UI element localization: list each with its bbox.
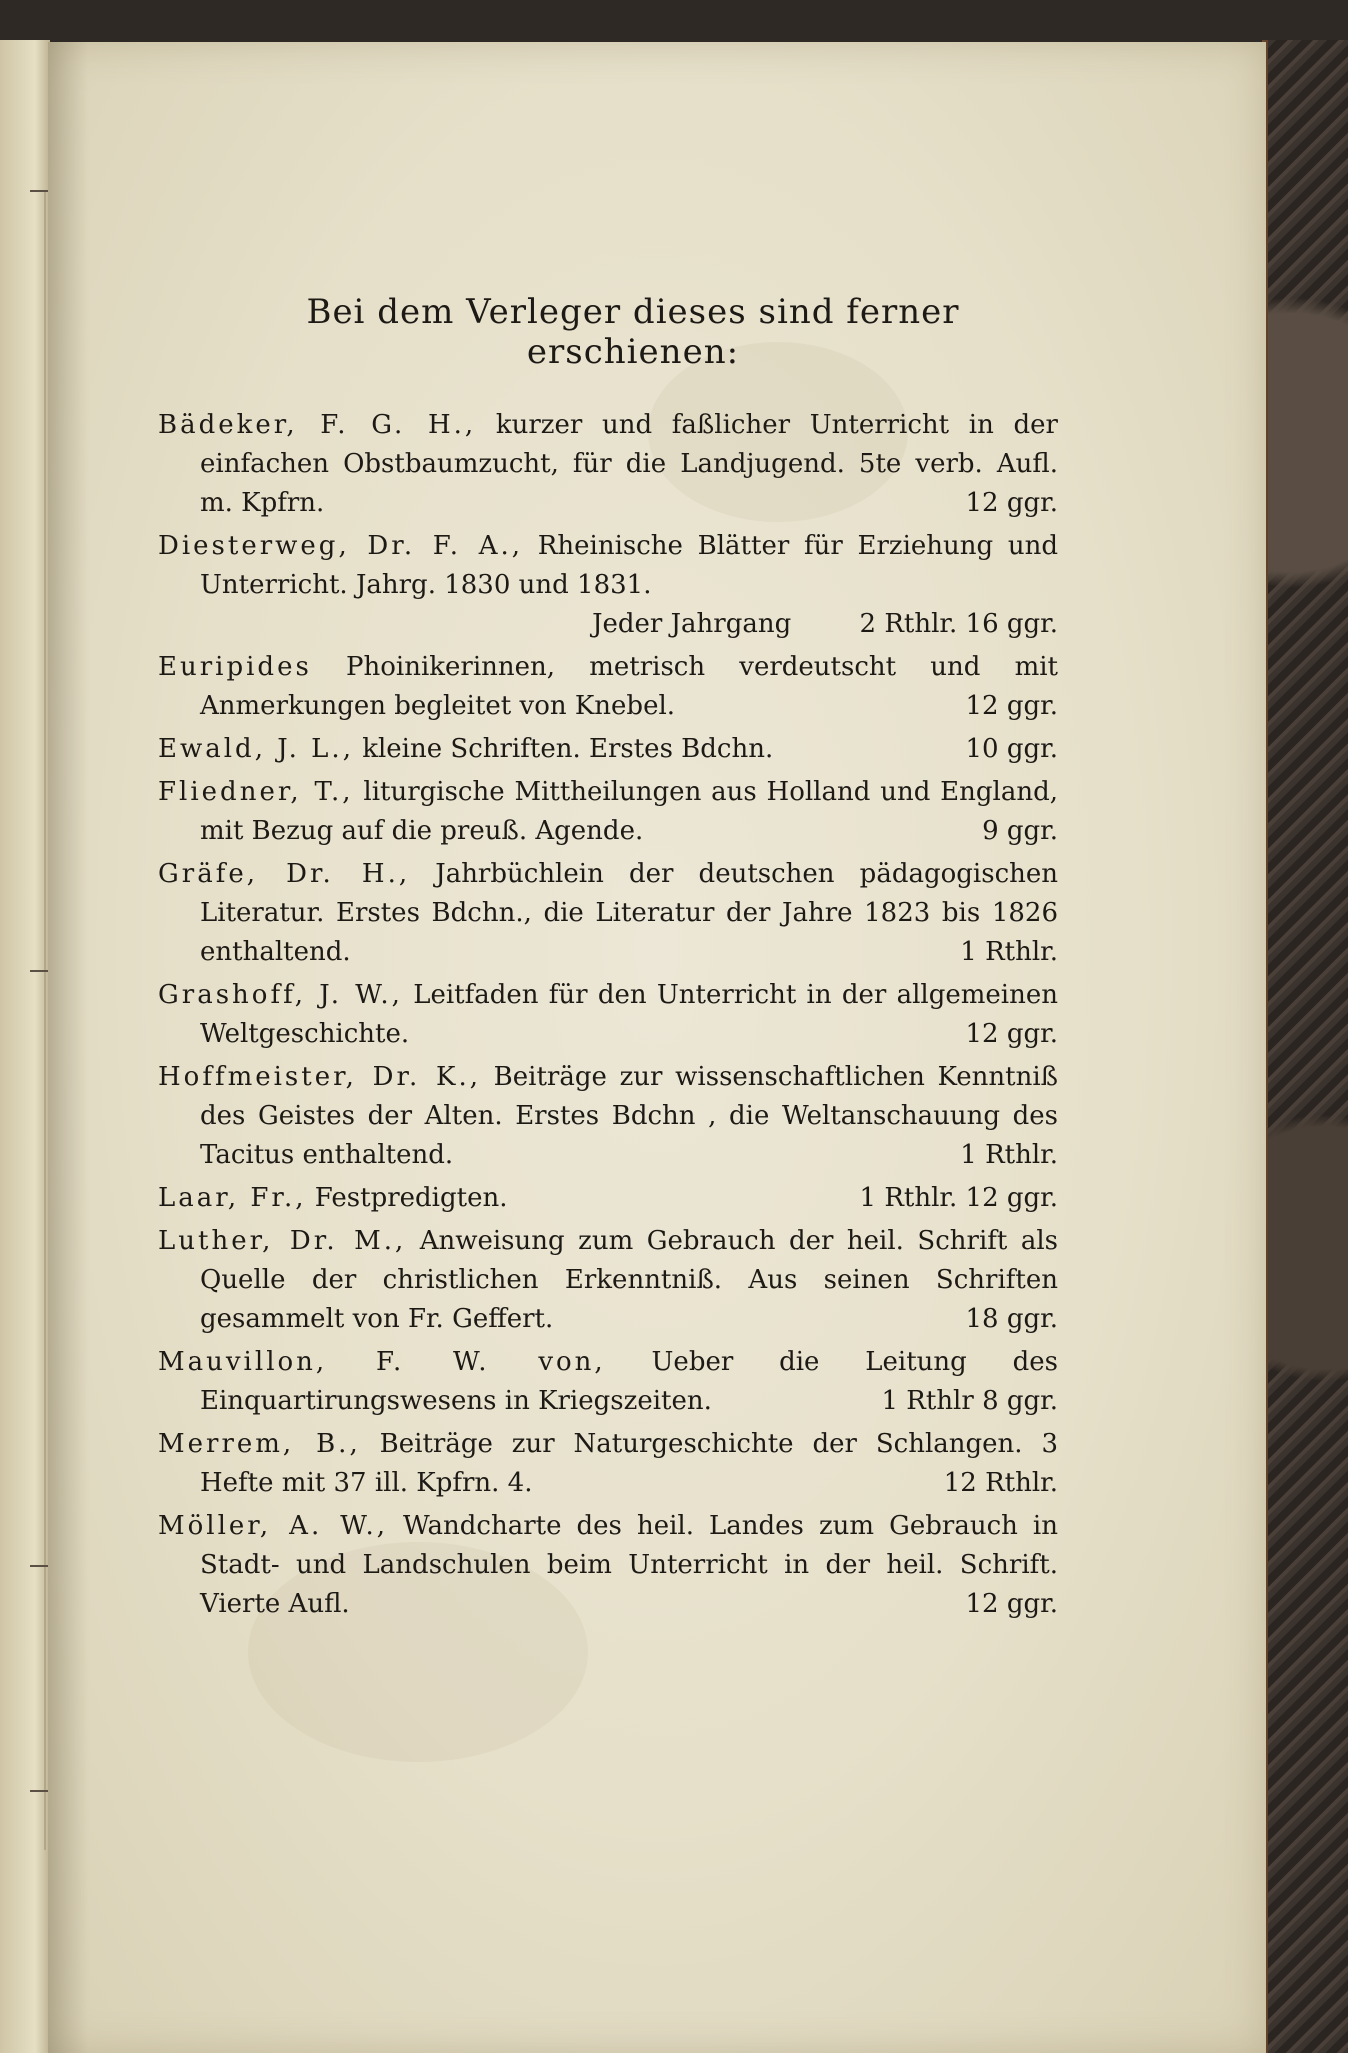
entry-author: Merrem, B., [158,1429,361,1459]
page-content [158,292,1058,1628]
entry-title: Anweisung zum Gebrauch der heil. Schrift als Quelle der christlichen Erkenntniß. Aus seinen Schriften gesammelt von Fr. Geffert. [200,1226,1058,1334]
entry-title: Phoinikerinnen, metrisch verdeutscht und mit Anmerkungen begleitet von Knebel. [200,652,1059,721]
entry-price: 12 ggr. [965,1589,1058,1619]
entry-author: Mauvillon, F. W. von, [158,1347,606,1377]
entry-price: 1 Rthlr. [960,1140,1058,1170]
entry-price: 10 ggr. [965,734,1058,764]
entry-price-label: Jeder Jahrgang [592,609,792,639]
entry-author: Diesterweg, Dr. F. A., [158,531,524,561]
page-edge-line [44,190,46,1850]
entry-author: Luther, Dr. M., [158,1226,407,1256]
catalog-entry [158,1058,1058,1175]
entry-title: kleine Schriften. Erstes Bdchn. [362,734,774,764]
catalog-entry [158,855,1058,972]
entry-price: 1 Rthlr 8 ggr. [881,1386,1058,1416]
catalog-entry [158,527,1058,644]
catalog-entry [158,406,1058,523]
entry-price: 1 Rthlr. 12 ggr. [859,1183,1058,1213]
entry-author: Laar, Fr., [158,1183,307,1213]
entry-author: Bädeker, F. G. H., [158,410,477,440]
catalog-entry [158,1343,1058,1421]
catalog-entry [158,1425,1058,1503]
entry-price: 12 ggr. [965,488,1058,518]
entry-price-line [200,605,1058,644]
entry-author: Ewald, J. L., [158,734,354,764]
entry-author: Fliedner, T., [158,777,354,807]
entry-price: 9 ggr. [982,816,1058,846]
entry-price: 12 ggr. [965,1019,1058,1049]
entry-price: 12 ggr. [965,691,1058,721]
entry-title: Beiträge zur Naturgeschichte der Schlangen. 3 Hefte mit 37 ill. Kpfrn. 4. [200,1429,1058,1498]
gutter-shadow [48,42,88,2053]
entry-author: Hoffmeister, Dr. K., [158,1062,481,1092]
entry-title: Festpredigten. [314,1183,508,1213]
entry-title: Ueber die Leitung des Einquartirungswesens in Kriegszeiten. [200,1347,1059,1416]
catalog-entry [158,773,1058,851]
entry-price: 12 Rthlr. [943,1468,1058,1498]
entry-title: Jahrbüchlein der deutschen pädagogischen Literatur. Erstes Bdchn., die Literatur der Jahre 1823 bis 1826 enthaltend. [200,859,1059,967]
entry-author: Grashoff, J. W., [158,980,403,1010]
book-cover [1268,40,1348,2053]
entry-author: Euripides [158,652,312,682]
entry-author: Gräfe, Dr. H., [158,859,411,889]
entry-author: Möller, A. W., [158,1511,388,1541]
catalog-entry [158,730,1058,769]
catalog-entry [158,648,1058,726]
entry-title: liturgische Mittheilungen aus Holland und England, mit Bezug auf die preuß. Agende. [200,777,1059,846]
catalog-entry [158,1179,1058,1218]
entry-price: 18 ggr. [965,1304,1058,1334]
entry-title: Wandcharte des heil. Landes zum Gebrauch in Stadt- und Landschulen beim Unterricht in der heil. Schrift. Vierte Aufl. [200,1511,1058,1619]
catalog-entry [158,1222,1058,1339]
entry-title: Leitfaden für den Unterricht in der allgemeinen Weltgeschichte. [200,980,1059,1049]
entry-price: 2 Rthlr. 16 ggr. [859,609,1058,639]
catalog-entry [158,976,1058,1054]
previous-page-edge [0,40,50,2053]
catalog-entry [158,1507,1058,1624]
entry-title: Beiträge zur wissenschaftlichen Kenntniß des Geistes der Alten. Erstes Bdchn , die Weltanschauung des Tacitus enthaltend. [200,1062,1059,1170]
printed-page [48,42,1266,2053]
entry-title: Rheinische Blätter für Erziehung und Unterricht. Jahrg. 1830 und 1831. [200,531,1059,600]
page-heading: Bei dem Verleger dieses sind ferner erschienen: [306,292,960,372]
entry-price: 1 Rthlr. [960,937,1058,967]
entry-title: kurzer und faßlicher Unterricht in der einfachen Obstbaumzucht, für die Landjugend. 5te verb. Aufl. m. Kpfrn. [200,410,1058,518]
